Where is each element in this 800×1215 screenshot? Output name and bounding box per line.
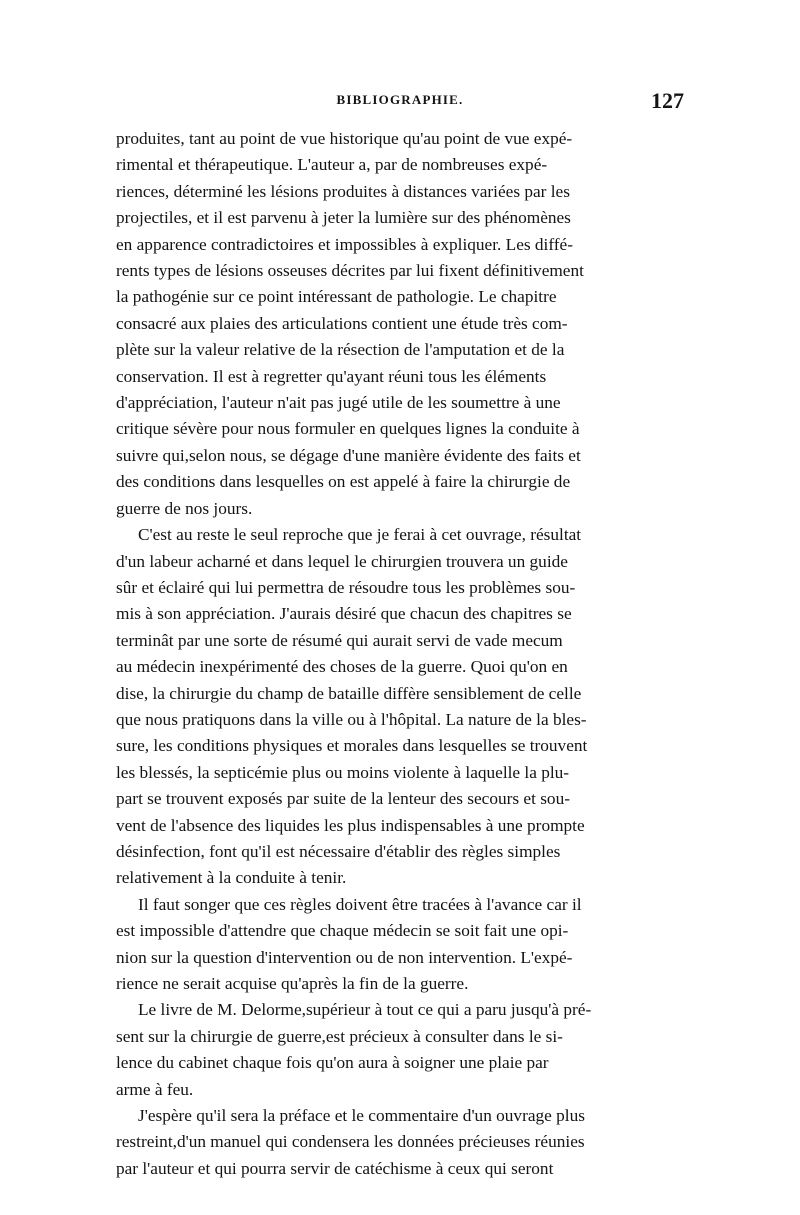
running-head [116,88,684,120]
text-line: des conditions dans lesquelles on est appelé à faire la chirurgie de [116,472,571,492]
text-line: guerre de nos jours. [116,498,253,518]
text-line: sure, les conditions physiques et morales dans lesquelles se trouvent [116,736,588,756]
paragraph [116,892,684,998]
text-line: rents types de lésions osseuses décrites par lui fixent définitivement [116,261,584,281]
text-line: J'espère qu'il sera la préface et le commentaire d'un ouvrage plus [138,1106,585,1126]
text-line: Il faut songer que ces règles doivent être tracées à l'avance car il [138,894,582,914]
text-line: nion sur la question d'intervention ou de non intervention. L'expé- [116,947,573,967]
text-line: d'appréciation, l'auteur n'ait pas jugé utile de les soumettre à une [116,393,561,413]
text-line: en apparence contradictoires et impossibles à expliquer. Les diffé- [116,234,573,254]
text-line: plète sur la valeur relative de la résection de l'amputation et de la [116,340,565,360]
text-line: arme à feu. [116,1079,194,1099]
text-line: rience ne serait acquise qu'après la fin de la guerre. [116,974,469,993]
text-line: produites, tant au point de vue historique qu'au point de vue expé- [116,129,573,148]
text-line: lence du cabinet chaque fois qu'on aura à soigner une plaie par [116,1053,549,1073]
paragraph [116,997,684,1103]
text-line: C'est au reste le seul reproche que je ferai à cet ouvrage, résultat [138,525,582,545]
text-line: sent sur la chirurgie de guerre,est précieux à consulter dans le si- [116,1026,563,1046]
page-number: 127 [651,88,684,113]
text-line: suivre qui,selon nous, se dégage d'une manière évidente des faits et [116,445,581,465]
paragraph [116,522,684,892]
paragraph [116,126,684,522]
text-line: d'un labeur acharné et dans lequel le chirurgien trouvera un guide [116,551,568,571]
text-line: terminât par une sorte de résumé qui aurait servi de vade mecum [116,630,563,650]
text-line: la pathogénie sur ce point intéressant de pathologie. Le chapitre [116,287,557,307]
text-line: dise, la chirurgie du champ de bataille diffère sensiblement de celle [116,683,582,703]
body-text [116,126,684,1182]
text-line: Le livre de M. Delorme,supérieur à tout ce qui a paru jusqu'à pré- [138,1000,592,1020]
text-line: consacré aux plaies des articulations contient une étude très com- [116,313,568,333]
text-line: relativement à la conduite à tenir. [116,868,347,888]
text-line: les blessés, la septicémie plus ou moins violente à laquelle la plu- [116,762,570,782]
paragraph [116,1103,684,1182]
text-line: que nous pratiquons dans la ville ou à l'hôpital. La nature de la bles- [116,709,587,729]
text-line: est impossible d'attendre que chaque médecin se soit fait une opi- [116,921,569,941]
text-line: part se trouvent exposés par suite de la lenteur des secours et sou- [116,789,570,809]
text-line: vent de l'absence des liquides les plus indispensables à une prompte [116,815,585,835]
text-line: au médecin inexpérimenté des choses de la guerre. Quoi qu'on en [116,657,568,677]
text-line: conservation. Il est à regretter qu'ayant réuni tous les éléments [116,366,547,386]
text-line: sûr et éclairé qui lui permettra de résoudre tous les problèmes sou- [116,577,576,597]
text-line: par l'auteur et qui pourra servir de catéchisme à ceux qui seront [116,1158,554,1178]
running-title: BIBLIOGRAPHIE. [336,92,464,107]
text-line: rimental et thérapeutique. L'auteur a, par de nombreuses expé- [116,155,548,175]
text-line: désinfection, font qu'il est nécessaire d'établir des règles simples [116,841,561,861]
text-line: critique sévère pour nous formuler en quelques lignes la conduite à [116,419,580,439]
text-line: projectiles, et il est parvenu à jeter la lumière sur des phénomènes [116,208,571,228]
text-line: restreint,d'un manuel qui condensera les données précieuses réunies [116,1132,585,1152]
text-line: mis à son appréciation. J'aurais désiré que chacun des chapitres se [116,604,572,624]
text-line: riences, déterminé les lésions produites à distances variées par les [116,181,570,201]
